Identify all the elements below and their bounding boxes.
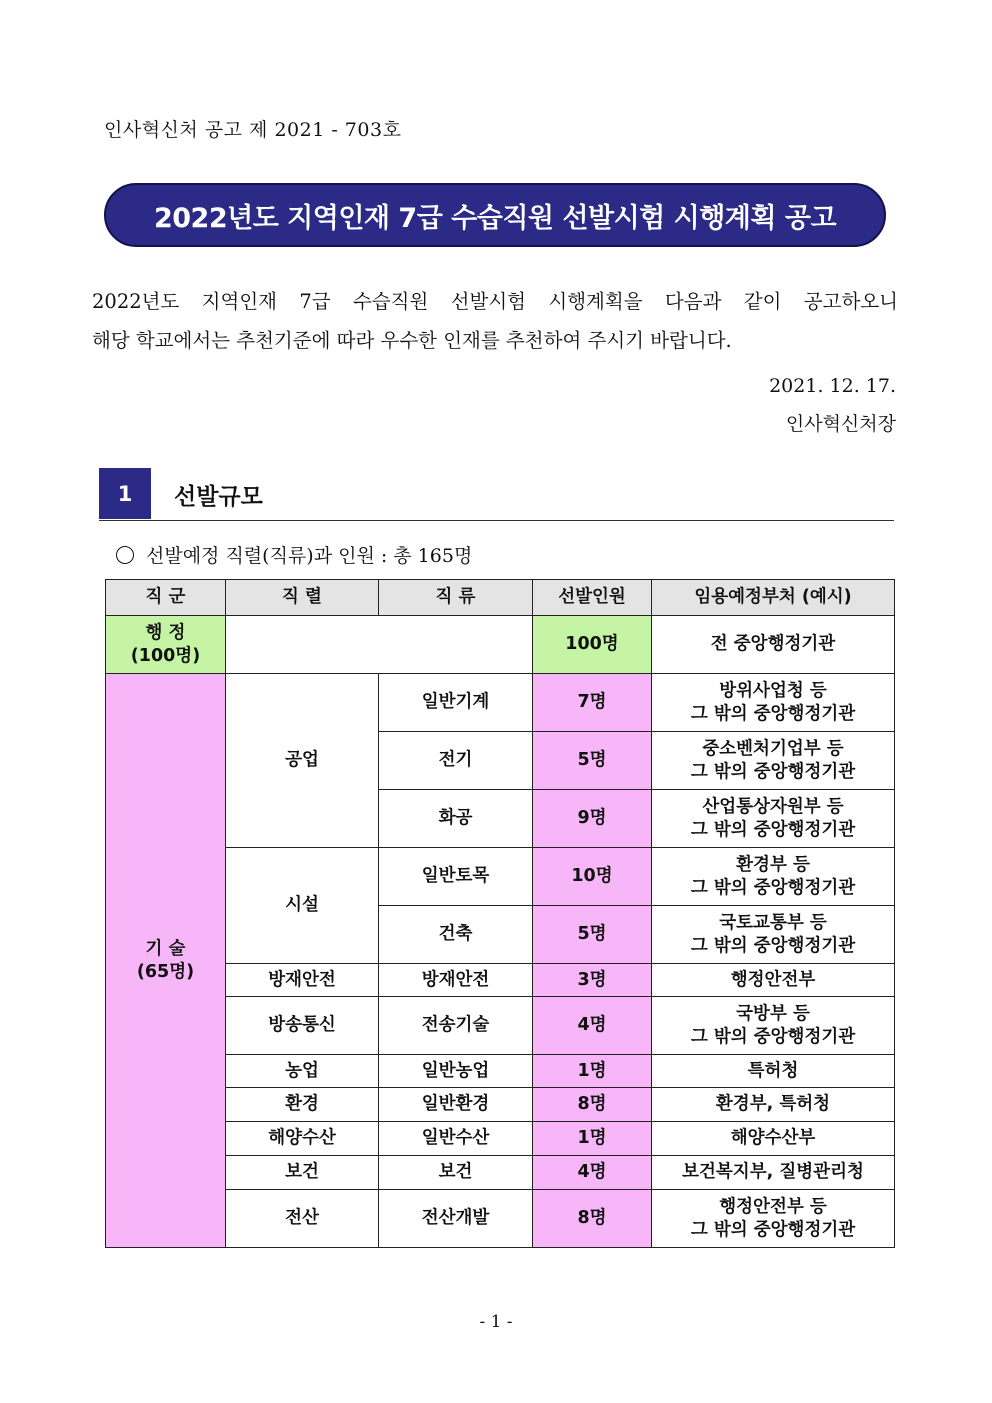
admin-group-count: (100명) [130, 645, 201, 666]
dept-cell [652, 906, 895, 964]
header-count: 선발인원 [533, 580, 652, 616]
count-cell: 5명 [533, 732, 652, 790]
series-disaster: 방재안전 [226, 964, 379, 997]
header-series: 직 렬 [226, 580, 379, 616]
intro-line-2: 해당 학교에서는 추천기준에 따라 우수한 인재를 추천하여 주시기 바랍니다. [92, 329, 732, 352]
subseries-cell: 방재안전 [379, 964, 533, 997]
subseries-cell: 전기 [379, 732, 533, 790]
subseries-cell: 일반환경 [379, 1088, 533, 1122]
admin-group-cell [106, 616, 226, 674]
section-heading [99, 468, 894, 521]
dept-cell: 특허청 [652, 1055, 895, 1088]
dept-line: 그 밖의 중앙행정기관 [690, 877, 856, 898]
dept-cell [652, 674, 895, 732]
count-cell: 5명 [533, 906, 652, 964]
dept-cell [652, 848, 895, 906]
subseries-cell: 일반토목 [379, 848, 533, 906]
dept-cell: 보건복지부, 질병관리청 [652, 1156, 895, 1190]
section-title: 선발규모 [174, 484, 263, 510]
series-industry: 공업 [226, 674, 379, 848]
dept-line: 환경부 등 [736, 854, 810, 875]
subseries-cell: 일반농업 [379, 1055, 533, 1088]
dept-line: 산업통상자원부 등 [702, 796, 844, 817]
dept-line: 중소벤처기업부 등 [702, 738, 844, 759]
dept-cell [652, 732, 895, 790]
issuer: 인사혁신처장 [785, 413, 896, 435]
admin-group: 행 정 [145, 622, 186, 643]
subseries-cell: 화공 [379, 790, 533, 848]
table-header-row [106, 580, 895, 616]
dept-cell: 해양수산부 [652, 1122, 895, 1156]
count-cell: 3명 [533, 964, 652, 997]
subheading-text: 선발예정 직렬(직류)과 인원 : 총 165명 [146, 545, 473, 567]
subheading [116, 541, 472, 568]
series-ocean: 해양수산 [226, 1122, 379, 1156]
count-cell: 1명 [533, 1055, 652, 1088]
page-number: - 1 - [479, 1312, 513, 1332]
tech-group-cell [106, 674, 226, 1248]
tech-group: 기 술 [145, 938, 186, 959]
subseries-cell: 전산개발 [379, 1190, 533, 1248]
notice-number: 인사혁신처 공고 제 2021 - 703호 [104, 119, 402, 141]
header-dept: 임용예정부처 (예시) [652, 580, 895, 616]
selection-table [105, 579, 895, 1248]
count-cell: 4명 [533, 997, 652, 1055]
series-health: 보건 [226, 1156, 379, 1190]
series-facility: 시설 [226, 848, 379, 964]
subseries-cell: 일반기계 [379, 674, 533, 732]
table-row [106, 616, 895, 674]
dept-line: 그 밖의 중앙행정기관 [690, 1219, 856, 1240]
subseries-cell: 건축 [379, 906, 533, 964]
dept-line: 국방부 등 [736, 1003, 810, 1024]
intro-line-1: 2022년도 지역인재 7급 수습직원 선발시험 시행계획을 다음과 같이 공고하오니 [92, 290, 898, 313]
series-computing: 전산 [226, 1190, 379, 1248]
subseries-cell: 전송기술 [379, 997, 533, 1055]
count-cell: 4명 [533, 1156, 652, 1190]
admin-dept: 전 중앙행정기관 [652, 616, 895, 674]
count-cell: 8명 [533, 1088, 652, 1122]
header-subseries: 직 류 [379, 580, 533, 616]
dept-cell [652, 790, 895, 848]
title-banner [104, 183, 886, 247]
dept-line: 방위사업청 등 [719, 680, 827, 701]
dept-cell [652, 1190, 895, 1248]
section-number: 1 [99, 468, 151, 519]
table-row [106, 674, 895, 732]
intro-paragraph [92, 282, 898, 360]
issue-block [769, 367, 896, 443]
dept-line: 그 밖의 중앙행정기관 [690, 935, 856, 956]
count-cell: 9명 [533, 790, 652, 848]
dept-line: 그 밖의 중앙행정기관 [690, 1026, 856, 1047]
subseries-cell: 보건 [379, 1156, 533, 1190]
page-title: 2022년도 지역인재 7급 수습직원 선발시험 시행계획 공고 [153, 202, 837, 234]
dept-line: 그 밖의 중앙행정기관 [690, 761, 856, 782]
circle-bullet-icon [116, 546, 134, 564]
header-group: 직 군 [106, 580, 226, 616]
dept-cell [652, 997, 895, 1055]
series-broadcast: 방송통신 [226, 997, 379, 1055]
series-agri: 농업 [226, 1055, 379, 1088]
admin-count: 100명 [533, 616, 652, 674]
count-cell: 10명 [533, 848, 652, 906]
dept-line: 그 밖의 중앙행정기관 [690, 819, 856, 840]
dept-line: 국토교통부 등 [719, 912, 827, 933]
subseries-cell: 일반수산 [379, 1122, 533, 1156]
admin-empty-cell [226, 616, 533, 674]
dept-cell: 환경부, 특허청 [652, 1088, 895, 1122]
dept-line: 그 밖의 중앙행정기관 [690, 703, 856, 724]
count-cell: 7명 [533, 674, 652, 732]
count-cell: 1명 [533, 1122, 652, 1156]
series-env: 환경 [226, 1088, 379, 1122]
tech-group-count: (65명) [136, 961, 195, 982]
dept-line: 행정안전부 등 [719, 1196, 827, 1217]
issue-date: 2021. 12. 17. [769, 375, 896, 397]
count-cell: 8명 [533, 1190, 652, 1248]
dept-cell: 행정안전부 [652, 964, 895, 997]
